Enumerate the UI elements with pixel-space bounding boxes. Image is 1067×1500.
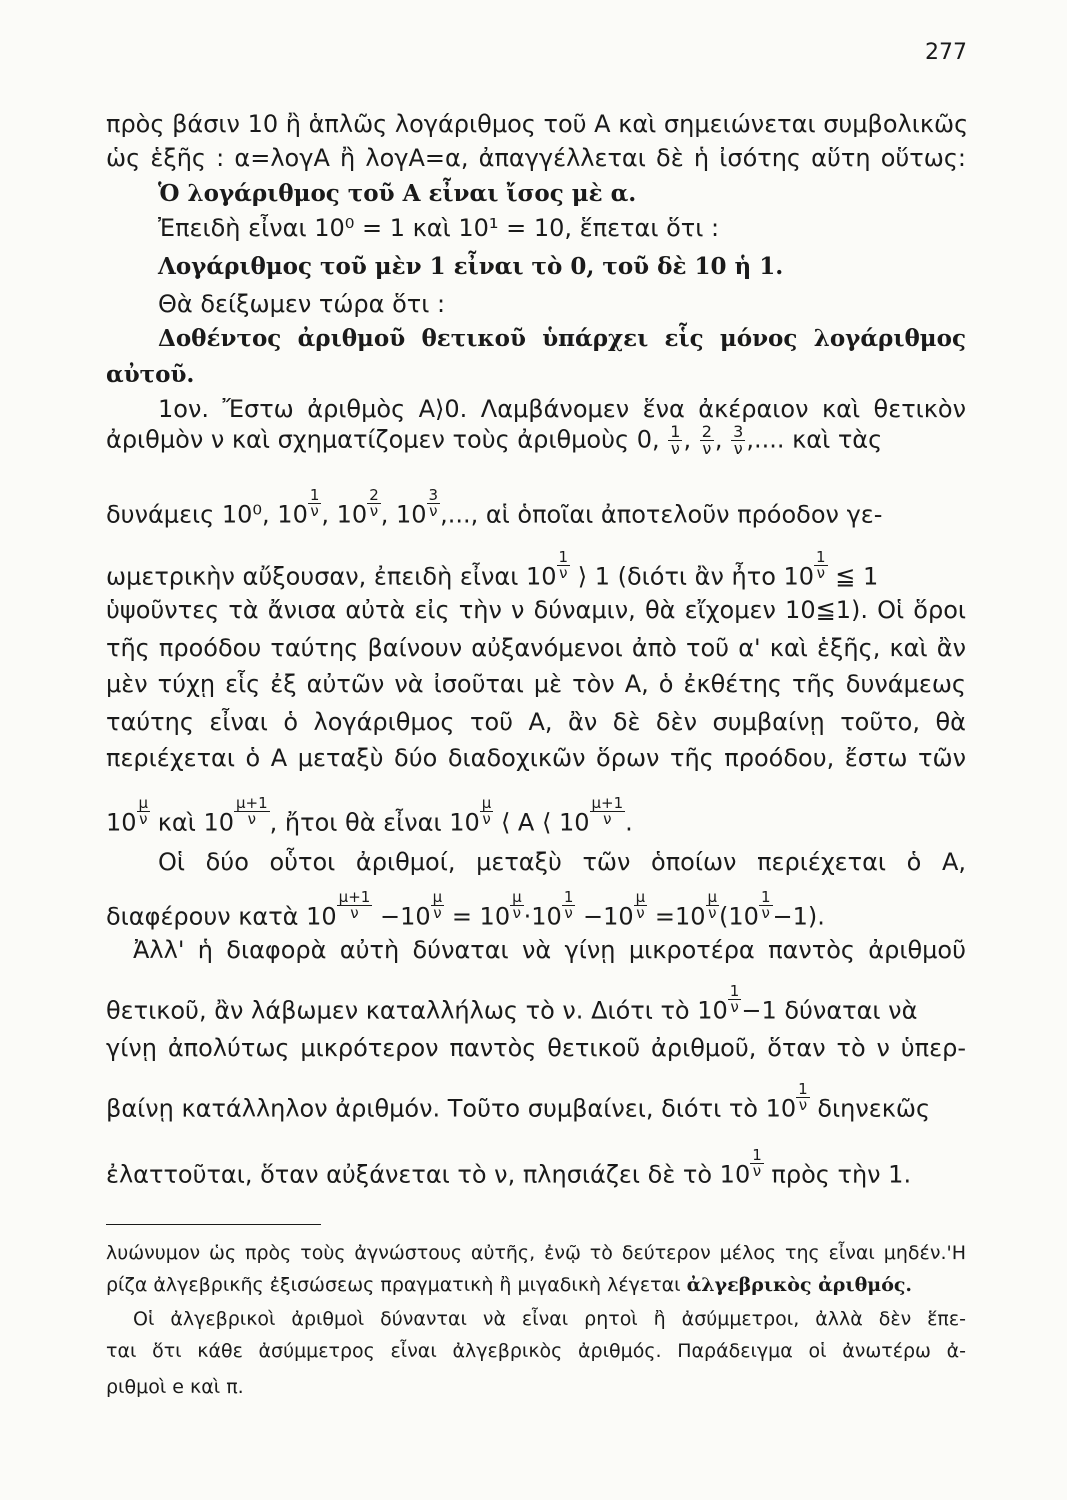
text-line-11-end: ,..., αἱ ὁποῖαι ἀποτελοῦν πρόοδον γε- [440,500,883,529]
text-line-22-b: −1 δύναται νὰ [741,996,918,1025]
text-line-7-bold: Δοθέντος ἀριθμοῦ θετικοῦ ὑπάρχει εἷς μόνος λογάριθμος [158,325,966,352]
exponent-mu1-over-nu: $\frac{\mu+1}{\nu}$ [591,794,624,828]
text-line-10: ἀριθμὸν ν καὶ σχηματίζομεν τοὺς ἀριθμοὺς 0, $\frac{1}{\nu}$ , $\frac{2}{\nu}$ , $\frac{3}{\nu}$ ,.... καὶ τὰς [106,422,883,458]
exponent-1-over-nu: $\frac{1}{\nu}$ [816,548,826,582]
footnote-divider [106,1224,321,1225]
exponent-mu-over-nu: $\frac{\mu}{\nu}$ [481,794,492,828]
exponent-1-over-nu: $\frac{1}{\nu}$ [729,982,740,1016]
exponent-2-over-nu: $\frac{2}{\nu}$ [369,486,379,520]
text-line-25-b: πρὸς τὴν 1. [771,1160,912,1189]
text-line-25-a: ἐλαττοῦται, ὅταν αὐξάνεται τὸ ν, πλησιάζει δὲ τὸ 10 [106,1160,751,1189]
exponent-3-over-nu: $\frac{3}{\nu}$ [428,486,439,520]
text-line-22-a: θετικοῦ, ἂν λάβωμεν καταλλήλως τὸ ν. Διότι τὸ 10 [106,996,728,1025]
exponent-1-over-nu: $\frac{1}{\nu}$ [558,548,569,582]
footnote-line-2-bold: ἀλγεβρικὸς ἀριθμός. [686,1274,913,1296]
exponent-mu-over-nu: $\frac{\mu}{\nu}$ [432,888,443,922]
exponent-mu1-over-nu: $\frac{\mu+1}{\nu}$ [338,888,371,922]
footnote-line-3: Οἱ ἀλγεβρικοὶ ἀριθμοὶ δύνανται νὰ εἶναι ρητοὶ ἢ ἀσύμμετροι, ἀλλὰ δὲν ἕπε- [133,1308,966,1330]
text-line-25 [106,1146,912,1191]
exponent-mu1-over-nu: $\frac{\mu+1}{\nu}$ [236,794,268,828]
text-line-23: γίνῃ ἀπολύτως μικρότερον παντὸς θετικοῦ ἀριθμοῦ, ὅταν τὸ ν ὑπερ- [106,1034,966,1062]
text-line-15: μὲν τύχῃ εἷς ἐξ αὐτῶν νὰ ἰσοῦται μὲ τὸν Α, ὁ ἐκθέτης τῆς δυνάμεως [106,670,966,698]
exponent-mu-over-nu: $\frac{\mu}{\nu}$ [512,888,522,922]
text-line-10-end: ,.... καὶ τὰς [746,425,883,454]
text-line-22 [106,982,918,1027]
footnote-line-2-a: ρίζα ἀλγεβρικῆς ἐξισώσεως πραγματικὴ ἢ μιγαδικὴ λέγεται [106,1274,681,1296]
equals-10: =10 [654,902,706,931]
text-line-8-bold: αὐτοῦ. [106,361,195,388]
text-line-12-b: ⟩ 1 (διότι ἂν ἦτο 10 [577,562,815,591]
footnote-line-4: ται ὅτι κάθε ἀσύμμετρος εἶναι ἀλγεβρικὸς ἀριθμός. Παράδειγμα οἱ ἀνωτέρω ἀ- [106,1340,966,1362]
text-line-20 [106,888,825,933]
text-line-16: ταύτης εἶναι ὁ λογάριθμος τοῦ Α, ἂν δὲ δὲν συμβαίνῃ τοῦτο, θὰ [106,708,966,736]
text-line-18-a: 10 [106,808,137,837]
exponent-mu-over-nu: $\frac{\mu}{\nu}$ [707,888,718,922]
text-line-24-a: βαίνῃ κατάλληλον ἀριθμόν. Τοῦτο συμβαίνει, διότι τὸ 10 [106,1094,797,1123]
text-line-18-b: καὶ 10 [157,808,234,837]
text-line-18-d: ⟨ Α ⟨ 10 [500,808,590,837]
text-line-17: περιέχεται ὁ Α μεταξὺ δύο διαδοχικῶν ὅρων τῆς προόδου, ἔστω τῶν [106,744,966,772]
text-line-11: δυνάμεις 10⁰, 10 $\frac{1}{\nu}$ , 10 $\frac{2}{\nu}$ , 10 $\frac{3}{\nu}$ ,..., αἱ ὁποῖαι ἀποτελοῦν πρόοδον γε- [106,486,883,529]
text-line-21: Ἀλλ' ἡ διαφορὰ αὐτὴ δύναται νὰ γίνῃ μικροτέρα παντὸς ἀριθμοῦ [133,936,966,964]
text-line-18: 10 $\frac{\mu}{\nu}$ καὶ 10 $\frac{\mu+1}{\nu}$ , ἤτοι θὰ εἶναι 10 $\frac{\mu}{\nu}$ ⟨ Α ⟨ 10 $\frac{\mu+1}{\nu}$ . [106,794,633,837]
exponent-1-over-nu: $\frac{1}{\nu}$ [563,888,574,922]
text-line-12-a: ωμετρικὴν αὔξουσαν, ἐπειδὴ εἶναι 10 [106,562,557,591]
text-line-19: Οἱ δύο οὗτοι ἀριθμοί, μεταξὺ τῶν ὁποίων περιέχεται ὁ Α, [158,848,966,876]
text-line-13: ὑψοῦντες τὰ ἄνισα αὐτὰ εἰς τὴν ν δύναμιν, θὰ εἴχομεν 10≦1). Οἱ ὅροι [106,596,966,624]
paren-close: −1). [772,902,825,931]
page-number: 277 [925,40,967,65]
footnote-line-5: ριθμοὶ e καὶ π. [106,1376,244,1398]
exponent-mu-over-nu: $\frac{\mu}{\nu}$ [635,888,646,922]
text-line-3-bold: Ὁ λογάριθμος τοῦ Α εἶναι ἴσος μὲ α. [158,180,637,207]
exponent-1-over-nu: $\frac{1}{\nu}$ [760,888,771,922]
fraction-3-over-nu: $\frac{3}{\nu}$ [733,422,744,458]
footnote-line-2 [106,1276,912,1295]
text-line-5-bold: Λογάριθμος τοῦ μὲν 1 εἶναι τὸ 0, τοῦ δὲ 10 ἡ 1. [158,253,784,280]
exponent-1-over-nu: $\frac{1}{\nu}$ [309,486,320,520]
text-line-12 [106,548,879,593]
text-line-2: ὡς ἑξῆς : α=λογΑ ἢ λογΑ=α, ἀπαγγέλλεται δὲ ἡ ἰσότης αὕτη οὕτως: [106,144,966,172]
text-line-24-b: διηνεκῶς [817,1094,931,1123]
fraction-1-over-nu: $\frac{1}{\nu}$ [670,422,681,458]
text-line-10-start: ἀριθμὸν ν καὶ σχηματίζομεν τοὺς ἀριθμοὺς 0, [106,425,660,454]
fraction-2-over-nu: $\frac{2}{\nu}$ [701,422,712,458]
footnote-line-1: λυώνυμον ὡς πρὸς τοὺς ἀγνώστους αὐτῆς, ἐνῷ τὸ δεύτερον μέλος της εἶναι μηδέν.'Η [106,1242,966,1264]
exponent-mu-over-nu: $\frac{\mu}{\nu}$ [138,794,149,828]
text-line-6: Θὰ δείξωμεν τώρα ὅτι : [158,290,446,318]
minus-10: −10 [583,902,634,931]
minus-10: −10 [379,902,431,931]
text-line-9: 1ον. Ἔστω ἀριθμὸς Α⟩0. Λαμβάνομεν ἕνα ἀκέραιον καὶ θετικὸν [158,395,966,423]
text-line-24 [106,1080,931,1125]
text-line-11-start: δυνάμεις 10⁰, 10 [106,500,308,529]
text-line-20-a: διαφέρουν κατὰ 10 [106,902,337,931]
dot-10: ·10 [523,902,562,931]
text-line-12-c: ≦ 1 [835,562,879,591]
paren-open-10: (10 [719,902,759,931]
exponent-1-over-nu: $\frac{1}{\nu}$ [798,1080,808,1114]
equals-10: = 10 [451,902,511,931]
text-line-14: τῆς προόδου ταύτης βαίνουν αὐξανόμενοι ἀπὸ τοῦ α' καὶ ἑξῆς, καὶ ἂν [106,634,966,662]
text-line-1: πρὸς βάσιν 10 ἢ ἁπλῶς λογάριθμος τοῦ Α καὶ σημειώνεται συμβολικῶς [106,110,969,138]
text-line-18-c: , ἤτοι θὰ εἶναι 10 [269,808,480,837]
text-line-4: Ἐπειδὴ εἶναι 10⁰ = 1 καὶ 10¹ = 10, ἕπεται ὅτι : [158,214,720,242]
exponent-1-over-nu: $\frac{1}{\nu}$ [752,1146,762,1180]
